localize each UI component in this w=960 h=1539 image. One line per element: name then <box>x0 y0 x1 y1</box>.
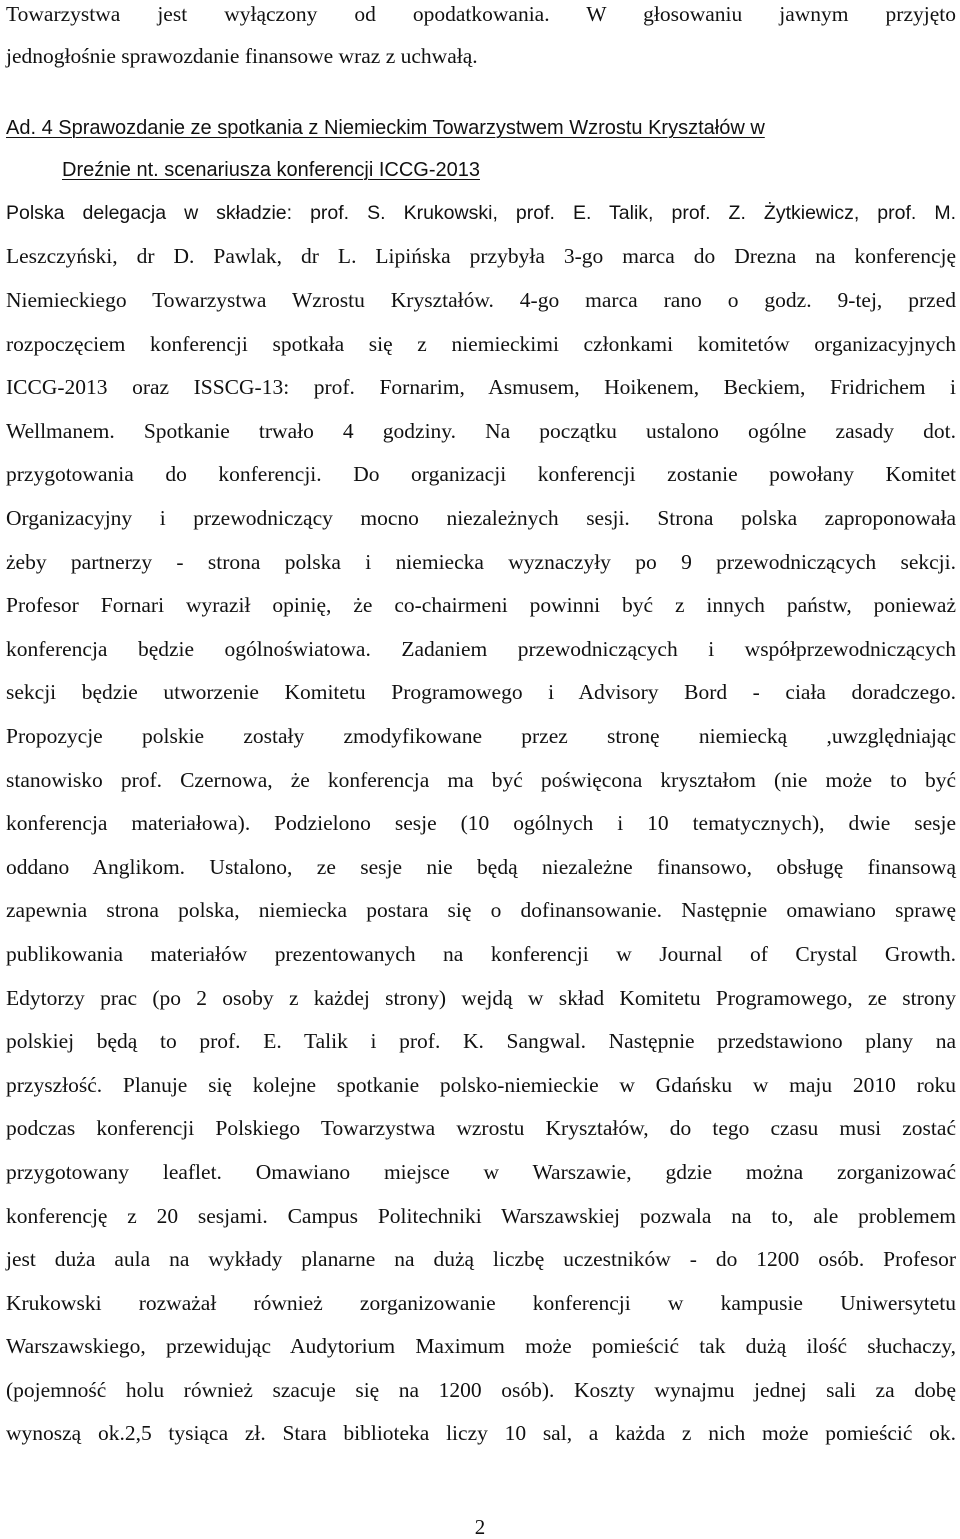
body-line-5: ICCG-2013 oraz ISSCG-13: prof. Fornarim, Asmusem, Hoikenem, Beckiem, Fridrichem i <box>6 375 956 399</box>
body-line-1: Polska delegacja w składzie: prof. S. Krukowski, prof. E. Talik, prof. Z. Żytkiewicz, prof. M. <box>6 202 956 224</box>
body-line-16: oddano Anglikom. Ustalono, ze sesje nie będą niezależne finansowo, obsługę finansową <box>6 855 956 879</box>
body-line-17: zapewnia strona polska, niemiecka postara się o dofinansowanie. Następnie omawiano sprawę <box>6 898 956 922</box>
body-line-28: (pojemność holu również szacuje się na 1200 osób). Koszty wynajmu jednej sali za dobę <box>6 1378 956 1402</box>
body-line-2: Leszczyński, dr D. Pawlak, dr L. Lipińska przybyła 3-go marca do Drezna na konferencję <box>6 244 956 268</box>
document-page <box>6 0 956 1537</box>
page-number: 2 <box>474 1515 486 1539</box>
body-line-23: przygotowany leaflet. Omawiano miejsce w Warszawie, gdzie można zorganizować <box>6 1160 956 1184</box>
body-line-13: Propozycje polskie zostały zmodyfikowane przez stronę niemiecką ,uwzględniając <box>6 724 956 748</box>
body-line-20: polskiej będą to prof. E. Talik i prof. K. Sangwal. Następnie przedstawiono plany na <box>6 1029 956 1053</box>
body-line-25: jest duża aula na wykłady planarne na dużą liczbę uczestników - do 1200 osób. Profesor <box>6 1247 956 1271</box>
body-line-15: konferencja materiałowa). Podzielono sesje (10 ogólnych i 10 tematycznych), dwie sesje <box>6 811 956 835</box>
body-line-10: Profesor Fornari wyraził opinię, że co-chairmeni powinni być z innych państw, ponieważ <box>6 593 956 617</box>
section-heading-line-2: Dreźnie nt. scenariusza konferencji ICCG-2013 <box>62 159 480 181</box>
body-line-24: konferencję z 20 sesjami. Campus Politechniki Warszawskiej pozwala na to, ale problemem <box>6 1204 956 1228</box>
body-line-26: Krukowski rozważał również zorganizowanie konferencji w kampusie Uniwersytetu <box>6 1291 956 1315</box>
body-line-12: sekcji będzie utworzenie Komitetu Programowego i Advisory Bord - ciała doradczego. <box>6 680 956 704</box>
body-line-19: Edytorzy prac (po 2 osoby z każdej strony) wejdą w skład Komitetu Programowego, ze strony <box>6 986 956 1010</box>
body-line-6: Wellmanem. Spotkanie trwało 4 godziny. Na początku ustalono ogólne zasady dot. <box>6 419 956 443</box>
body-line-3: Niemieckiego Towarzystwa Wzrostu Kryształów. 4-go marca rano o godz. 9-tej, przed <box>6 288 956 312</box>
body-line-22: podczas konferencji Polskiego Towarzystwa wzrostu Kryształów, do tego czasu musi zostać <box>6 1116 956 1140</box>
section-heading-line-1: Ad. 4 Sprawozdanie ze spotkania z Niemieckim Towarzystwem Wzrostu Kryształów w <box>6 117 765 139</box>
body-line-9: żeby partnerzy - strona polska i niemiecka wyznaczyły po 9 przewodniczących sekcji. <box>6 550 956 574</box>
body-line-18: publikowania materiałów prezentowanych na konferencji w Journal of Crystal Growth. <box>6 942 956 966</box>
body-line-8: Organizacyjny i przewodniczący mocno niezależnych sesji. Strona polska zaproponowała <box>6 506 956 530</box>
body-line-27: Warszawskiego, przewidując Audytorium Maximum może pomieścić tak dużą ilość słuchaczy, <box>6 1334 956 1358</box>
body-line-21: przyszłość. Planuje się kolejne spotkanie polsko-niemieckie w Gdańsku w maju 2010 roku <box>6 1073 956 1097</box>
body-line-7: przygotowania do konferencji. Do organizacji konferencji zostanie powołany Komitet <box>6 462 956 486</box>
intro-line-2: jednogłośnie sprawozdanie finansowe wraz z uchwałą. <box>6 44 478 68</box>
body-line-11: konferencja będzie ogólnoświatowa. Zadaniem przewodniczących i współprzewodniczących <box>6 637 956 661</box>
body-line-29: wynoszą ok.2,5 tysiąca zł. Stara biblioteka liczy 10 sal, a każda z nich może pomieścić ok. <box>6 1421 956 1445</box>
body-line-4: rozpoczęciem konferencji spotkała się z niemieckimi członkami komitetów organizacyjnych <box>6 332 956 356</box>
intro-line-1: Towarzystwa jest wyłączony od opodatkowania. W głosowaniu jawnym przyjęto <box>6 2 956 26</box>
body-line-14: stanowisko prof. Czernowa, że konferencja ma być poświęcona kryształom (nie może to być <box>6 768 956 792</box>
